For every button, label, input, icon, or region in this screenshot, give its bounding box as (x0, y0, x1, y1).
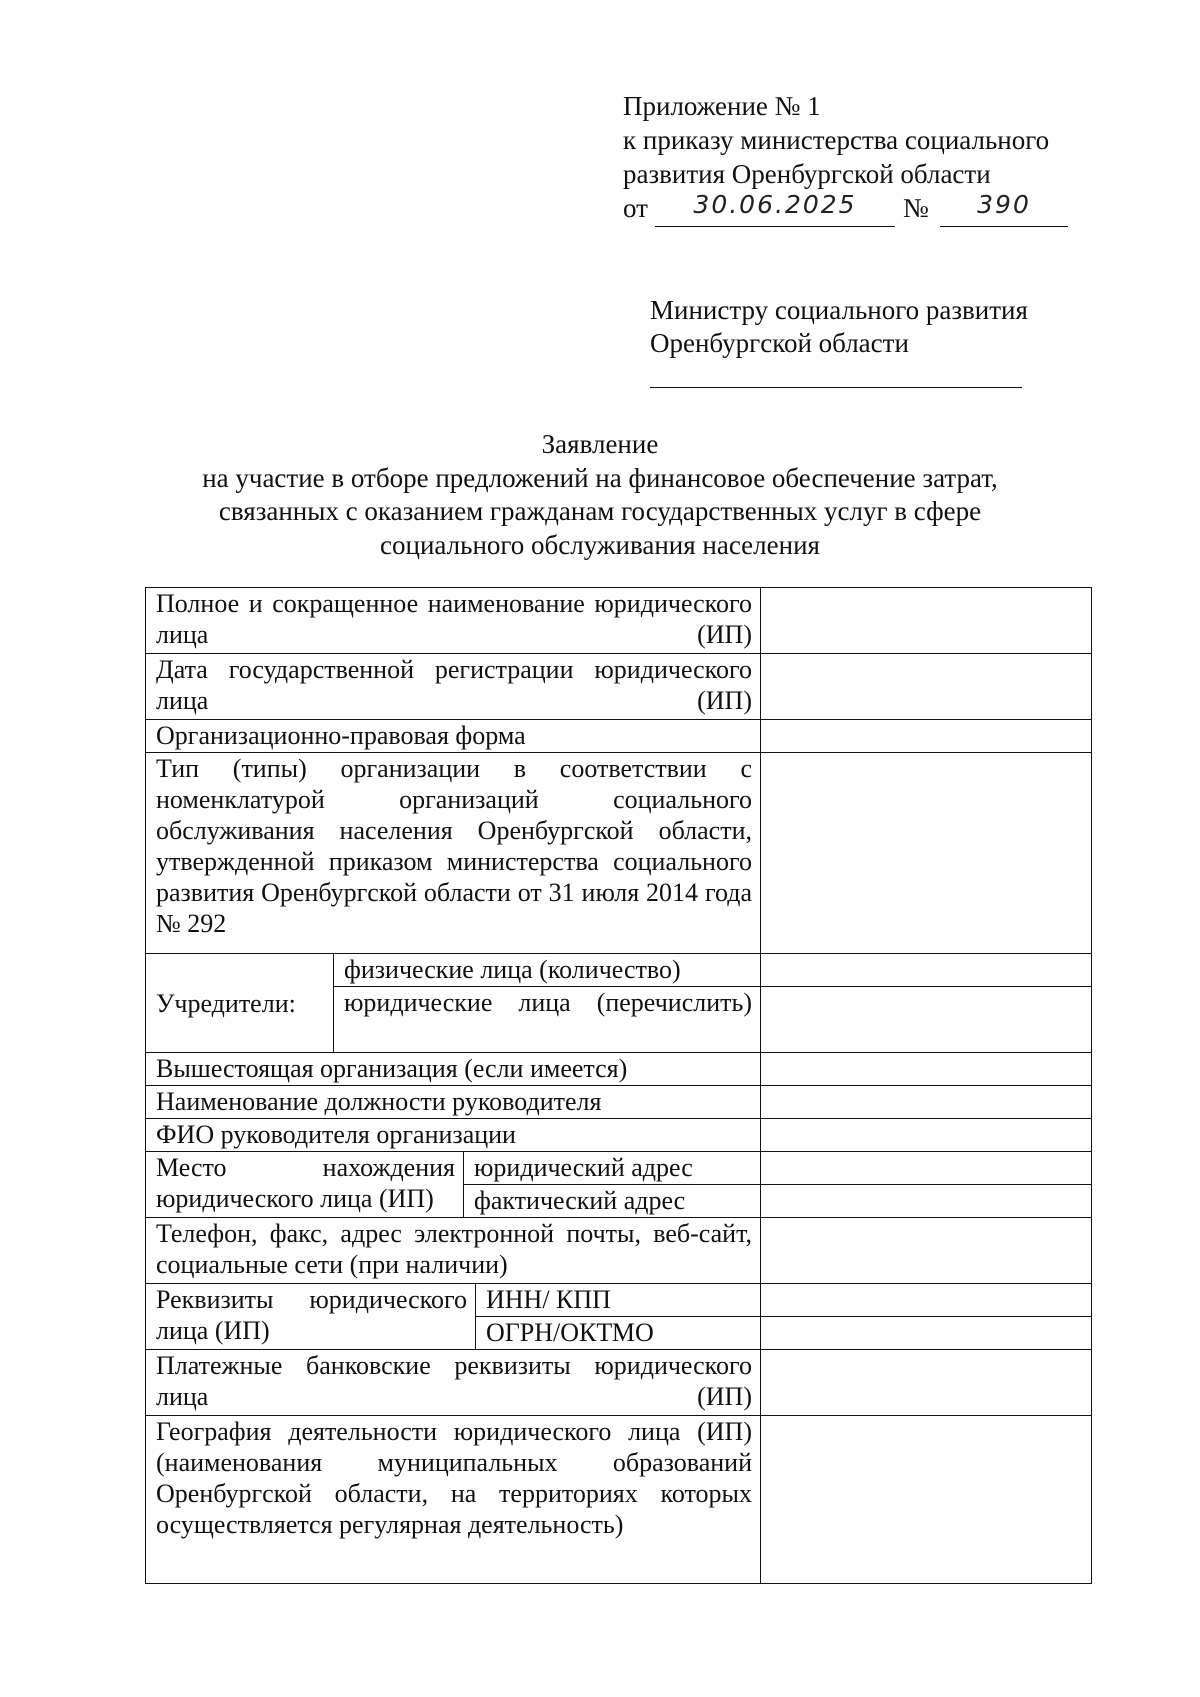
form-row (146, 1284, 1092, 1317)
form-row (146, 1218, 1092, 1284)
full-name-value[interactable] (761, 588, 1092, 654)
form-row (146, 954, 1092, 987)
form-row (146, 1053, 1092, 1086)
location-label: Место нахождения юридического лица (ИП) (146, 1152, 464, 1218)
head-name-label: ФИО руководителя организации (146, 1119, 761, 1152)
contacts-label: Телефон, факс, адрес электронной почты, веб-сайт, социальные сети (при наличии) (146, 1218, 761, 1284)
legal-form-value[interactable] (761, 720, 1092, 753)
head-name-value[interactable] (761, 1119, 1092, 1152)
statement-title: Заявление (541, 429, 659, 459)
appendix-order-line: к приказу министерства социального (623, 125, 1050, 155)
order-date-field (655, 190, 895, 227)
form-row (146, 1119, 1092, 1152)
form-row (146, 588, 1092, 654)
appendix-number-label: № (903, 193, 929, 223)
contacts-value[interactable] (761, 1218, 1092, 1284)
founders-legal-label: юридические лица (перечислить) (334, 987, 761, 1053)
inn-kpp-value[interactable] (761, 1284, 1092, 1317)
registration-date-value[interactable] (761, 654, 1092, 720)
parent-organization-value[interactable] (761, 1053, 1092, 1086)
appendix-ministry-line: развития Оренбургской области (623, 159, 991, 189)
order-number-field (940, 190, 1068, 227)
organization-type-value[interactable] (761, 753, 1092, 954)
bank-details-label: Платежные банковские реквизиты юридического лица (ИП) (146, 1350, 761, 1416)
form-row (146, 1152, 1092, 1185)
actual-address-label: фактический адрес (464, 1185, 761, 1218)
actual-address-value[interactable] (761, 1185, 1092, 1218)
order-number-handwritten: 390 (977, 190, 1031, 219)
ogrn-oktmo-label: ОГРН/ОКТМО (476, 1317, 761, 1350)
ogrn-oktmo-value[interactable] (761, 1317, 1092, 1350)
order-date-handwritten: 30.06.2025 (693, 190, 857, 219)
appendix-title: Приложение № 1 (623, 91, 821, 121)
form-row (146, 654, 1092, 720)
form-row (146, 1350, 1092, 1416)
founders-individuals-value[interactable] (761, 954, 1092, 987)
legal-form-label: Организационно-правовая форма (146, 720, 761, 753)
addressee-line-2: Оренбургской области (650, 328, 909, 358)
activity-geography-value[interactable] (761, 1416, 1092, 1584)
legal-address-label: юридический адрес (464, 1152, 761, 1185)
bank-details-value[interactable] (761, 1350, 1092, 1416)
statement-subtitle-1: на участие в отборе предложений на финансовое обеспечение затрат, (202, 463, 998, 493)
founders-individuals-label: физические лица (количество) (334, 954, 761, 987)
head-position-value[interactable] (761, 1086, 1092, 1119)
founders-legal-value[interactable] (761, 987, 1092, 1053)
appendix-from-label: от (623, 193, 648, 223)
legal-address-value[interactable] (761, 1152, 1092, 1185)
form-row (146, 720, 1092, 753)
inn-kpp-label: ИНН/ КПП (476, 1284, 761, 1317)
head-position-label: Наименование должности руководителя (146, 1086, 761, 1119)
founders-label: Учредители: (146, 954, 334, 1053)
activity-geography-label: География деятельности юридического лица (ИП) (наименования муниципальных образований Оренбургской области, на территориях которых осуществляется регулярная деятельность) (146, 1416, 761, 1584)
statement-subtitle-3: социального обслуживания населения (380, 530, 820, 560)
addressee-line-1: Министру социального развития (650, 295, 1028, 325)
registration-date-label: Дата государственной регистрации юридического лица (ИП) (146, 654, 761, 720)
form-row (146, 753, 1092, 954)
form-row (146, 1086, 1092, 1119)
parent-organization-label: Вышестоящая организация (если имеется) (146, 1053, 761, 1086)
full-name-label: Полное и сокращенное наименование юридического лица (ИП) (146, 588, 761, 654)
addressee-name-blank (650, 387, 1022, 388)
requisites-label: Реквизиты юридического лица (ИП) (146, 1284, 476, 1350)
form-row (146, 1416, 1092, 1584)
organization-type-label: Тип (типы) организации в соответствии с номенклатурой организаций социального обслуживания населения Оренбургской области, утвержденной приказом министерства социального развития Оренбургской области от 31 июля 2014 года № 292 (146, 753, 761, 954)
application-form-table (145, 587, 1092, 1584)
statement-subtitle-2: связанных с оказанием гражданам государственных услуг в сфере (218, 496, 982, 526)
